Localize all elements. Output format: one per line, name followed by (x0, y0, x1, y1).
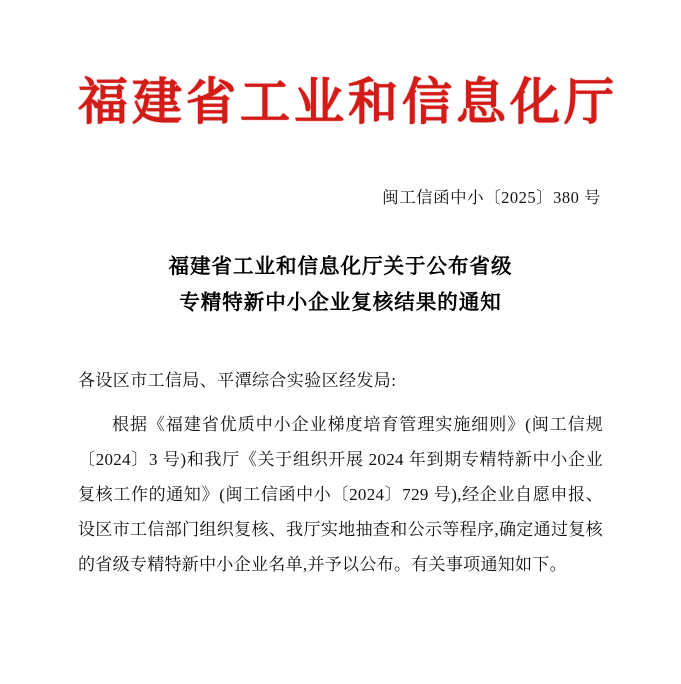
document-title (78, 250, 603, 322)
document-title-line-2: 专精特新中小企业复核结果的通知 (179, 291, 502, 314)
document-page (0, 72, 681, 684)
letterhead-title: 福建省工业和信息化厅 (78, 72, 618, 131)
document-title-line-1: 福建省工业和信息化厅关于公布省级 (168, 256, 513, 278)
document-number: 闽工信函中小〔2025〕380 号 (382, 188, 601, 207)
body-paragraph-1: 根据《福建省优质中小企业梯度培育管理实施细则》(闽工信规〔2024〕3 号)和我厅《关于组织开展 2024 年到期专精特新中小企业复核工作的通知》(闽工信函中小〔2024〕729 号),经企业自愿申报、设区市工信部门组织复核、我厅实地抽查和公示等程序,确定通过复核的省级专精特新中小企业名单,并予以公布。有关事项通知如下。 (78, 415, 603, 574)
salutation: 各设区市工信局、平潭综合实验区经发局: (78, 370, 397, 390)
